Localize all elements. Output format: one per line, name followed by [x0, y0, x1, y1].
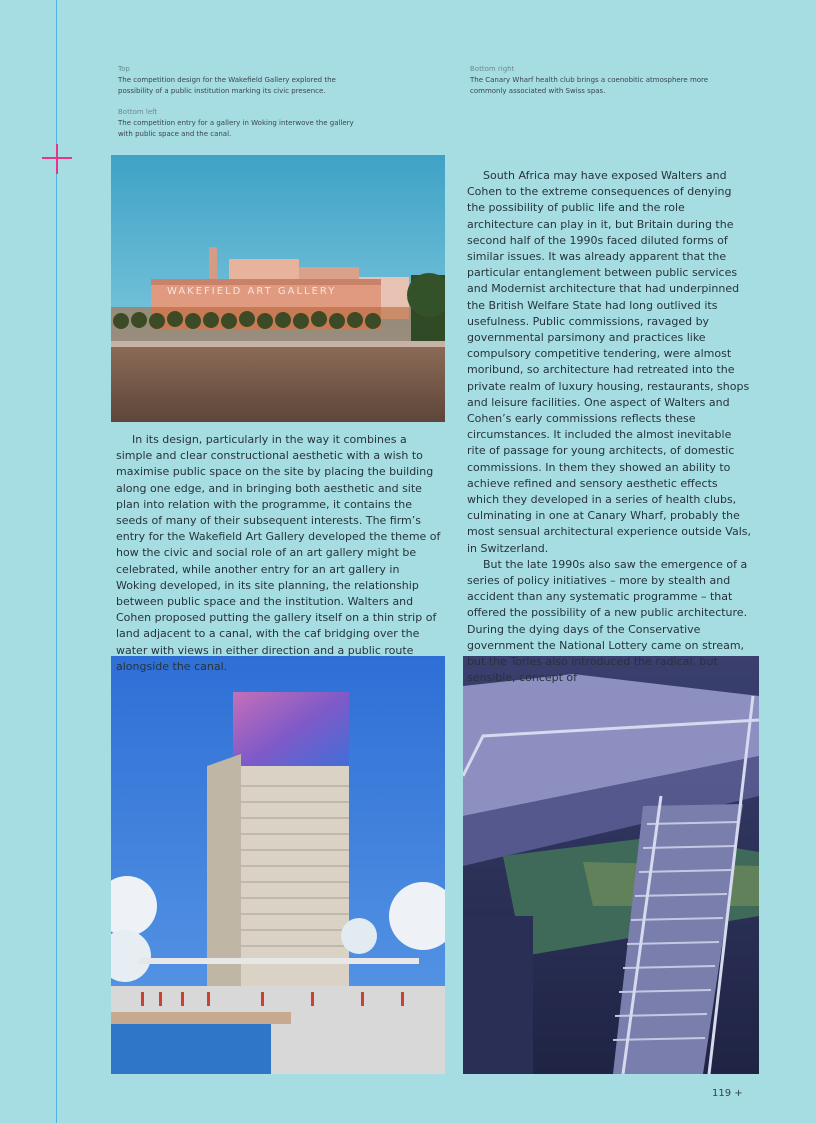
caption-top-heading: Top [118, 65, 130, 73]
paragraph-right-1: South Africa may have exposed Walters and Cohen to the extreme consequences of denying the possibility of public life and the role architecture can play in it, but Britain during the second half of the 1990s faced diluted forms of similar issues. It was already apparent that the particular entanglement between public services and Modernist architecture that had underpinned the British Welfare State had long outlived its usefulness. Public commissions, ravaged by governmental parsimony and practices like compulsory competitive tendering, were almost moribund, so architecture had retreated into the private realm of luxury housing, restaurants, shops and leisure facilities. One aspect of Walters and Cohen’s early commissions reflects these circumstances. It included the almost inevitable rite of passage for young architects, of domestic commissions. In them they showed an ability to achieve refined and sensory aesthetic effects which they developed in a series of health clubs, culminating in one at Canary Wharf, probably the most sensual architectural experience outside Vals, in Switzerland. [467, 169, 751, 555]
paragraph-left: In its design, particularly in the way it combines a simple and clear constructional aesthetic with a wish to maximise public space on the site by placing the building along one edge, and in bringing both aesthetic and site plan into relation with the programme, it contains the seeds of many of their subsequent interests. The firm’s entry for the Wakefield Art Gallery developed the theme of how the civic and social role of an art gallery might be celebrated, while another entry for an art gallery in Woking developed, in its site planning, the relationship between public space and the institution. Walters and Cohen proposed putting the gallery itself on a thin strip of land adjacent to a canal, with the caf bridging over the water with views in either direction and a public route alongside the canal. [116, 433, 441, 673]
page-number: 119 + [712, 1088, 743, 1099]
woking-gallery-model-photo [111, 656, 445, 1074]
canary-wharf-staircase-photo [463, 656, 759, 1074]
caption-top-text: The competition design for the Wakefield Gallery explored the possibility of a public institution marking its civic presence. [118, 76, 336, 95]
caption-bottom-right [470, 64, 710, 97]
caption-bottom-left [118, 107, 358, 140]
caption-bottom-right-text: The Canary Wharf health club brings a coenobitic atmosphere more commonly associated with Swiss spas. [470, 76, 709, 95]
body-text-right-column [467, 168, 751, 687]
wakefield-signage: WAKEFIELD ART GALLERY [167, 286, 337, 297]
caption-bottom-left-heading: Bottom left [118, 108, 158, 116]
body-text-left-column [116, 432, 442, 675]
registration-crosshair-icon [42, 144, 72, 174]
caption-bottom-left-text: The competition entry for a gallery in Woking interwove the gallery with public space and the canal. [118, 119, 354, 138]
caption-bottom-right-heading: Bottom right [470, 65, 515, 73]
wakefield-gallery-model-photo [111, 155, 445, 422]
caption-top [118, 64, 358, 97]
paragraph-right-2: But the late 1990s also saw the emergence of a series of policy initiatives – more by stealth and accident than any systematic programme – that offered the possibility of a new public architecture. During the dying days of the Conservative government the National Lottery came on stream, but the Tories also introduced the radical, but sensible, concept of [467, 557, 748, 685]
